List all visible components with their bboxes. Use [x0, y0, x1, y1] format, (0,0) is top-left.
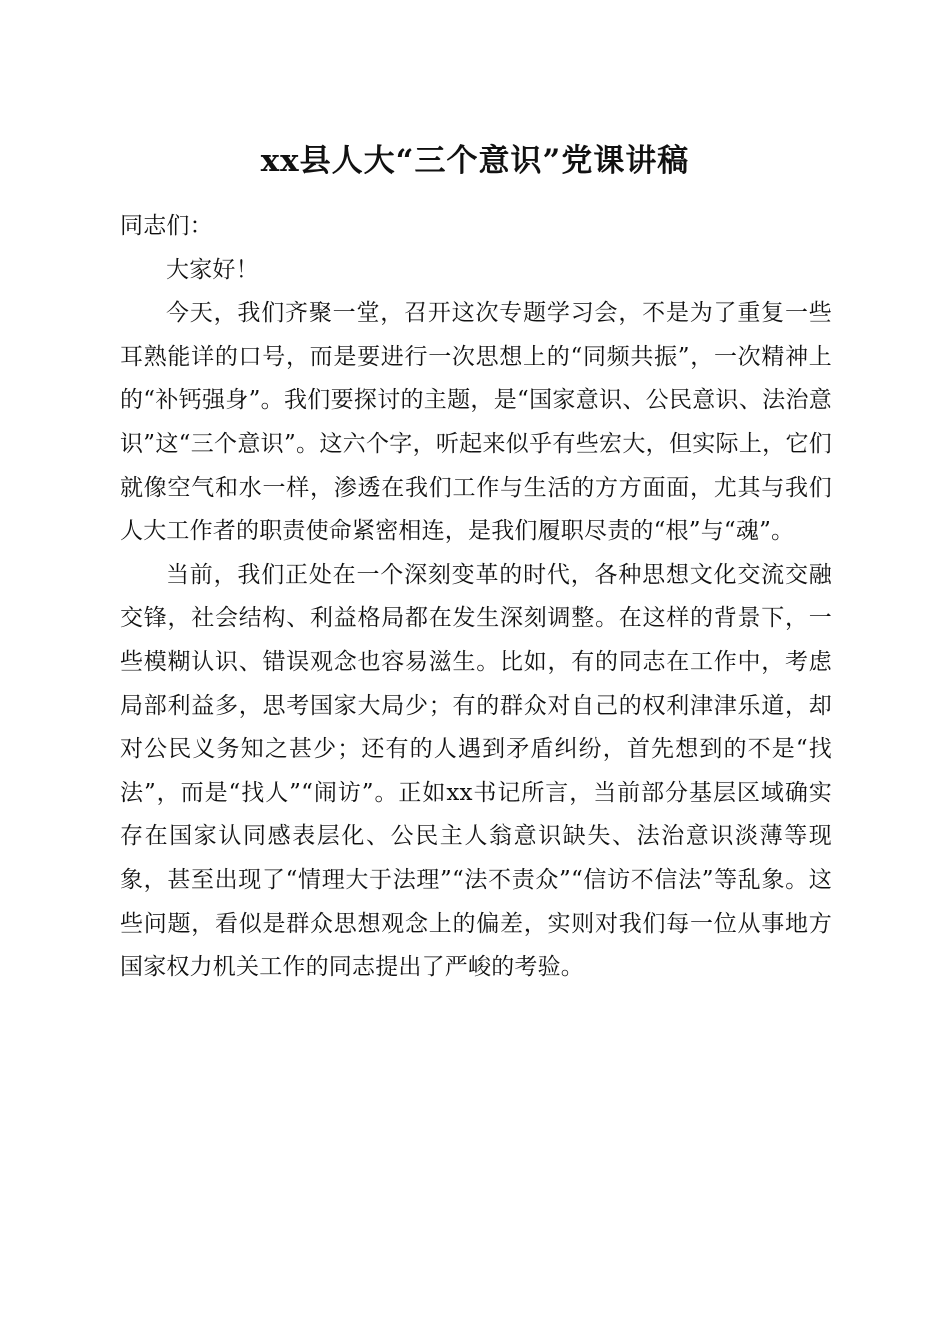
document-body [120, 205, 832, 990]
intro-paragraph: 今天，我们齐聚一堂，召开这次专题学习会，不是为了重复一些耳熟能详的口号，而是要进行一次思想上的“同频共振”，一次精神上的“补钙强身”。我们要探讨的主题，是“国家意识、公民意识、法治意识”这“三个意识”。这六个字，听起来似乎有些宏大，但实际上，它们就像空气和水一样，渗透在我们工作与生活的方方面面，尤其与我们人大工作者的职责使命紧密相连，是我们履职尽责的“根”与“魂”。 [120, 300, 832, 545]
context-paragraph: 当前，我们正处在一个深刻变革的时代，各种思想文化交流交融交锋，社会结构、利益格局都在发生深刻调整。在这样的背景下，一些模糊认识、错误观念也容易滋生。比如，有的同志在工作中，考虑局部利益多，思考国家大局少；有的群众对自己的权利津津乐道，却对公民义务知之甚少；还有的人遇到矛盾纠纷，首先想到的不是“找法”，而是“找人”“闹访”。正如xx书记所言，当前部分基层区域确实存在国家认同感表层化、公民主人翁意识缺失、法治意识淡薄等现象，甚至出现了“情理大于法理”“法不责众”“信访不信法”等乱象。这些问题，看似是群众思想观念上的偏差，实则对我们每一位从事地方国家权力机关工作的同志提出了严峻的考验。 [120, 561, 832, 981]
salutation: 同志们： [120, 213, 213, 239]
document-title: xx县人大“三个意识”党课讲稿 [260, 143, 690, 179]
greeting-paragraph: 大家好！ [166, 256, 259, 283]
